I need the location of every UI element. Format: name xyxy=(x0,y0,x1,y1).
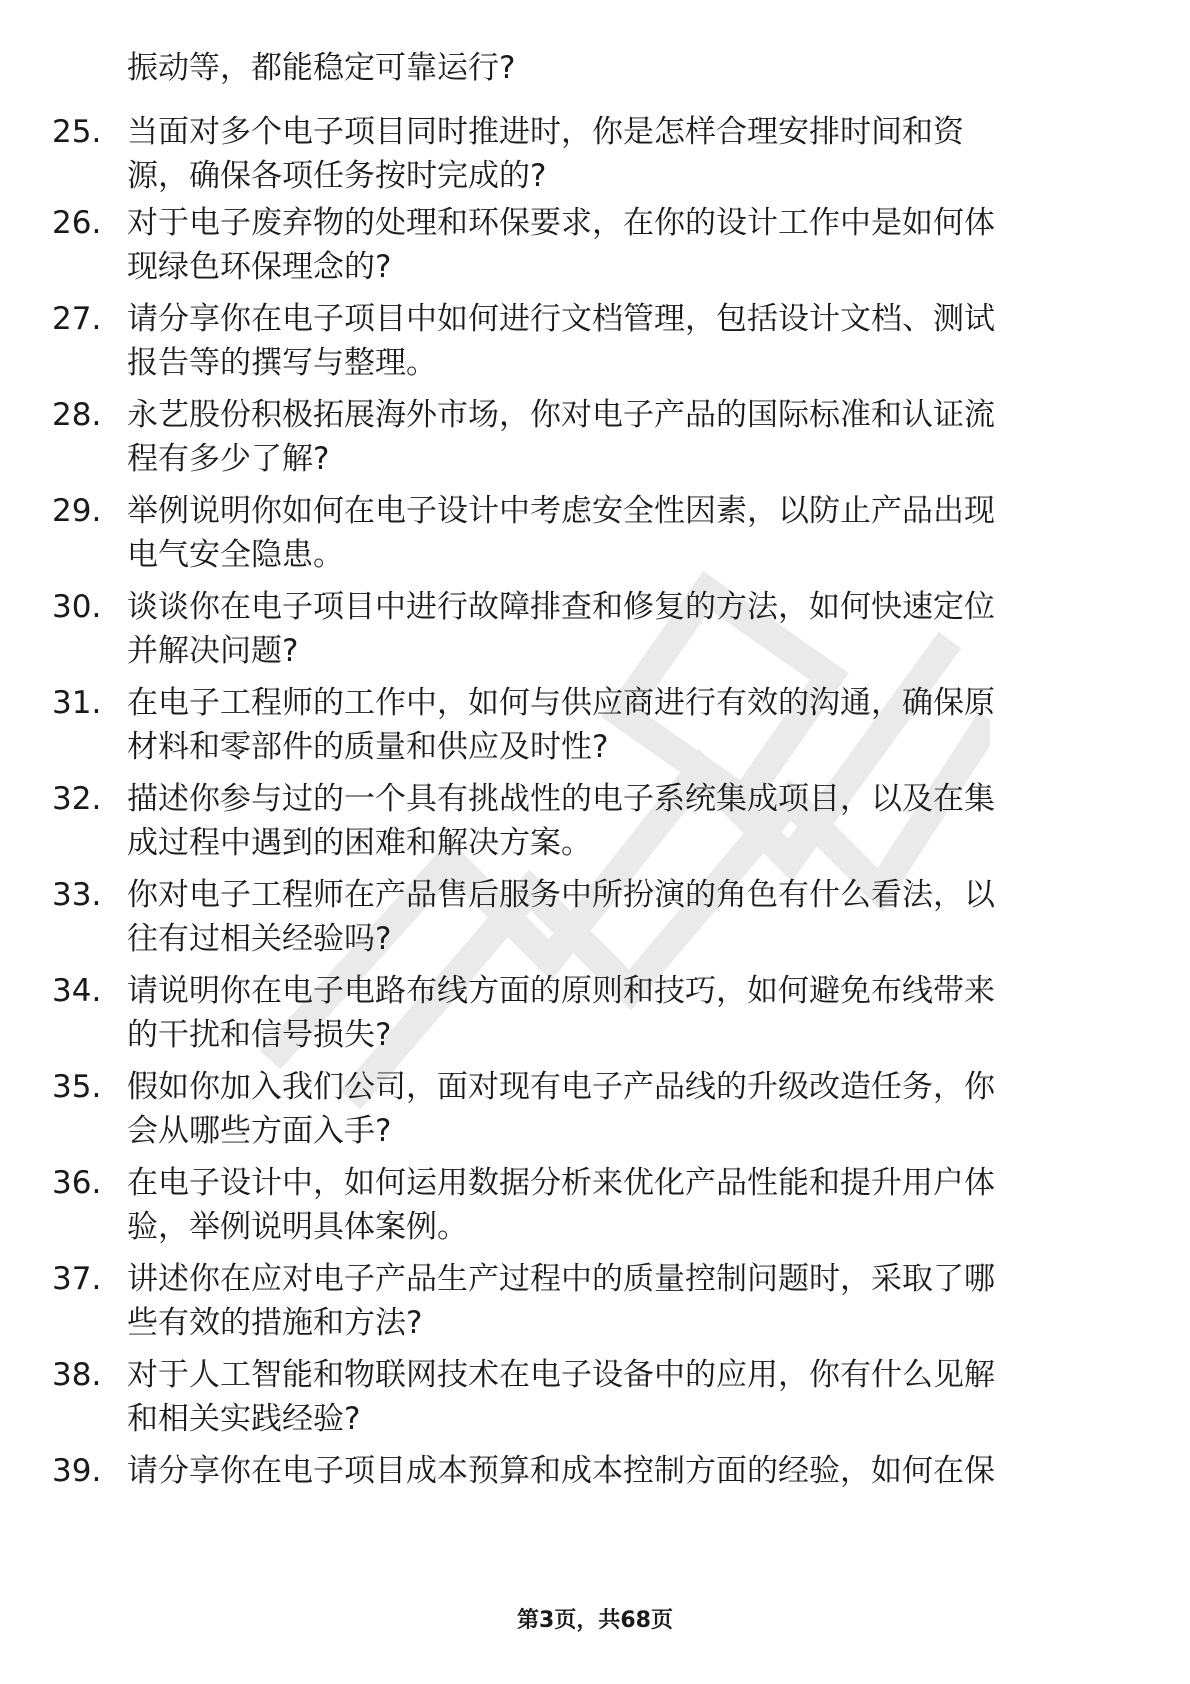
list-item xyxy=(0,297,1190,397)
list-item xyxy=(0,873,1190,973)
list-item xyxy=(0,489,1190,589)
question-text-line: 对于电子废弃物的处理和环保要求，在你的设计工作中是如何体 xyxy=(127,205,995,241)
question-text-line: 报告等的撰写与整理。 xyxy=(127,345,437,381)
question-text-line: 在电子设计中，如何运用数据分析来优化产品性能和提升用户体 xyxy=(127,1165,995,1201)
question-number: 32. xyxy=(52,781,102,817)
question-text-line: 些有效的措施和方法? xyxy=(127,1305,423,1341)
question-number: 27. xyxy=(52,301,102,337)
question-number: 39. xyxy=(52,1453,102,1489)
question-text-line: 永艺股份积极拓展海外市场，你对电子产品的国际标准和认证流 xyxy=(127,397,995,433)
list-item xyxy=(0,1449,1190,1549)
question-number: 33. xyxy=(52,877,102,913)
question-text-line: 并解决问题? xyxy=(127,633,299,669)
list-item xyxy=(0,1065,1190,1165)
question-number: 31. xyxy=(52,685,102,721)
question-number: 26. xyxy=(52,205,102,241)
list-item xyxy=(0,777,1190,877)
list-item xyxy=(0,681,1190,781)
question-text-line: 程有多少了解? xyxy=(127,441,330,477)
question-text-line: 举例说明你如何在电子设计中考虑安全性因素，以防止产品出现 xyxy=(127,493,995,529)
question-text-line: 材料和零部件的质量和供应及时性? xyxy=(127,729,609,765)
question-text-line: 源，确保各项任务按时完成的? xyxy=(127,158,547,194)
list-item xyxy=(0,393,1190,493)
question-number: 30. xyxy=(52,589,102,625)
list-item xyxy=(0,1257,1190,1357)
question-text-line: 的干扰和信号损失? xyxy=(127,1017,392,1053)
list-item xyxy=(0,1353,1190,1453)
question-number: 37. xyxy=(52,1261,102,1297)
question-text-line: 讲述你在应对电子产品生产过程中的质量控制问题时，采取了哪 xyxy=(127,1261,995,1297)
question-number: 25. xyxy=(52,114,102,150)
question-text-line: 在电子工程师的工作中，如何与供应商进行有效的沟通，确保原 xyxy=(127,685,995,721)
question-text-line: 电气安全隐患。 xyxy=(127,537,344,573)
question-text-line: 和相关实践经验? xyxy=(127,1401,361,1437)
question-number: 29. xyxy=(52,493,102,529)
question-text-line: 成过程中遇到的困难和解决方案。 xyxy=(127,825,592,861)
question-text-line: 假如你加入我们公司，面对现有电子产品线的升级改造任务，你 xyxy=(127,1069,995,1105)
question-text-line: 请分享你在电子项目成本预算和成本控制方面的经验，如何在保 xyxy=(127,1453,995,1489)
question-text-line: 对于人工智能和物联网技术在电子设备中的应用，你有什么见解 xyxy=(127,1357,995,1393)
list-item xyxy=(0,969,1190,1069)
continued-question-text: 振动等，都能稳定可靠运行? xyxy=(127,50,516,86)
question-number: 28. xyxy=(52,397,102,433)
question-text-line: 描述你参与过的一个具有挑战性的电子系统集成项目，以及在集 xyxy=(127,781,995,817)
question-text-line: 请分享你在电子项目中如何进行文档管理，包括设计文档、测试 xyxy=(127,301,995,337)
question-text-line: 往有过相关经验吗? xyxy=(127,921,392,957)
question-number: 36. xyxy=(52,1165,102,1201)
list-item xyxy=(0,201,1190,301)
list-item xyxy=(0,585,1190,685)
page-footer: 第3页，共68页 xyxy=(517,1608,673,1633)
question-text-line: 现绿色环保理念的? xyxy=(127,249,392,285)
question-number: 34. xyxy=(52,973,102,1009)
question-text-line: 会从哪些方面入手? xyxy=(127,1113,392,1149)
question-text-line: 当面对多个电子项目同时推进时，你是怎样合理安排时间和资 xyxy=(127,114,964,150)
question-number: 38. xyxy=(52,1357,102,1393)
question-number: 35. xyxy=(52,1069,102,1105)
list-item xyxy=(0,1161,1190,1261)
question-text-line: 你对电子工程师在产品售后服务中所扮演的角色有什么看法，以 xyxy=(127,877,995,913)
list-item xyxy=(0,110,1190,210)
question-text-line: 验，举例说明具体案例。 xyxy=(127,1209,468,1245)
question-text-line: 请说明你在电子电路布线方面的原则和技巧，如何避免布线带来 xyxy=(127,973,995,1009)
question-text-line: 谈谈你在电子项目中进行故障排查和修复的方法，如何快速定位 xyxy=(127,589,995,625)
